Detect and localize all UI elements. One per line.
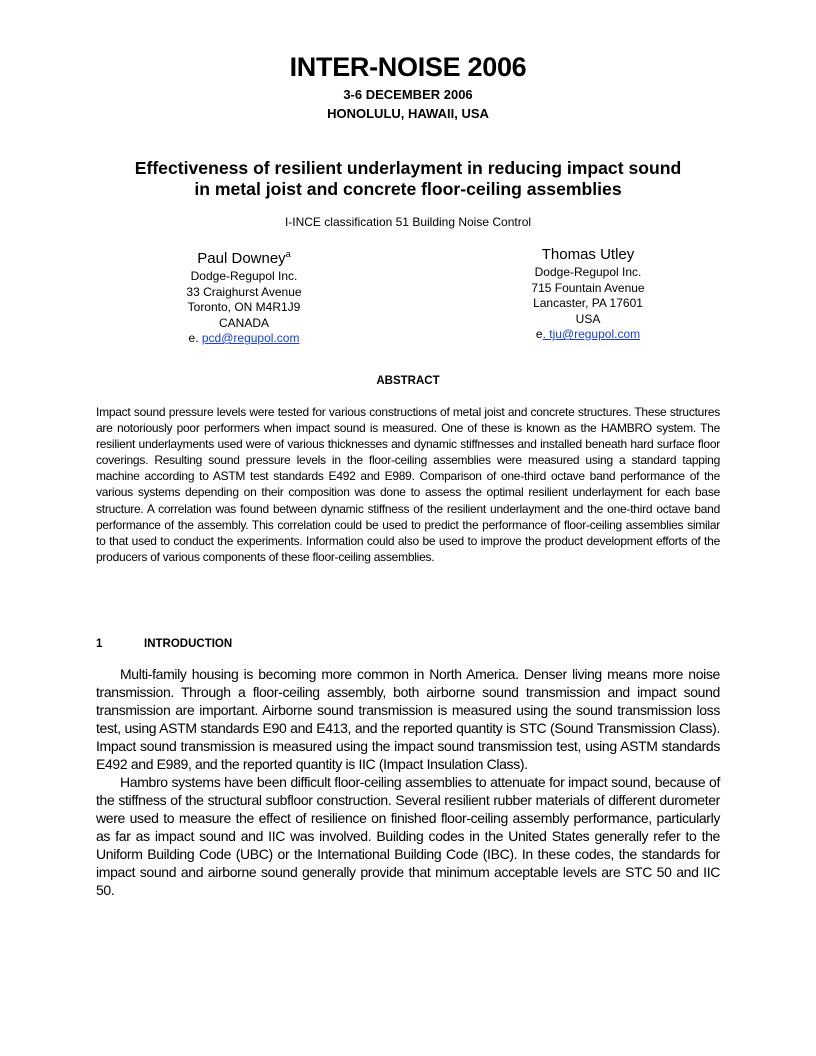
paper-title-line-1: Effectiveness of resilient underlayment in reducing impact sound — [134, 158, 682, 178]
section-heading-introduction — [96, 638, 720, 650]
author-country: CANADA — [218, 315, 269, 330]
section-title: INTRODUCTION — [144, 638, 233, 650]
author-email-line: e. pcd@regupol.com — [188, 331, 300, 345]
author-name: Paul Downey$^a$ — [197, 249, 291, 267]
author-name: Thomas Utley — [541, 246, 635, 263]
author-block-1 — [124, 245, 364, 347]
abstract-heading: ABSTRACT — [376, 375, 440, 387]
author-street: 33 Craighurst Avenue — [186, 284, 302, 299]
author-company: Dodge-Regupol Inc. — [190, 269, 298, 283]
abstract-text: Impact sound pressure levels were tested for various constructions of metal joist and concrete structures. These structures are notoriously poor performers when impact sound is measured. One of these is known as the HAMBRO system. The resilient underlayments used were of various thicknesses and dynamic stiffnesses and installed beneath hard surface floor coverings. Resulting sound pressure levels in the floor-ceiling assemblies were measured using a standard tapping machine according to ASTM test standards E492 and E989. Comparison of one-third octave band performance of the various systems depending on their composition was done to assess the optimal resilient underlayment for each base structure. A correlation was found between dynamic stiffness of the resilient underlayment and the one-third octave band performance of the assembly. This correlation could be used to predict the performance of floor-ceiling assemblies similar to that used to conduct the experiments. Information could also be used to improve the product development efforts of the producers of various components of these floor-ceiling assemblies. — [96, 405, 720, 564]
author-city: Lancaster, PA 17601 — [533, 296, 643, 310]
section-number: 1 — [96, 638, 103, 650]
paragraph: Multi-family housing is becoming more common in North America. Denser living means more noise transmission. Through a floor-ceiling assembly, both airborne sound transmission and impact sound transmission are important. Airborne sound transmission is measured using the sound transmission loss test, using ASTM standards E90 and E413, and the reported quantity is STC (Sound Transmission Class). Impact sound transmission is measured using the impact sound transmission test, using ASTM standards E492 and E989, and the reported quantity is IIC (Impact Insulation Class). — [96, 666, 720, 772]
author-affiliation-mark: a — [285, 249, 291, 259]
conference-title: INTER-NOISE 2006 — [289, 52, 527, 82]
paper-title-line-2: in metal joist and concrete floor-ceiling assemblies — [194, 179, 622, 199]
author-street: 715 Fountain Avenue — [531, 280, 645, 295]
author-email-link[interactable]: pcd@regupol.com — [201, 331, 300, 345]
author-company: Dodge-Regupol Inc. — [534, 265, 642, 279]
author-country: USA — [575, 311, 601, 326]
paper-title — [96, 158, 720, 200]
author-city: Toronto, ON M4R1J9 — [187, 300, 301, 314]
author-email-line: e. tju@regupol.com — [535, 327, 641, 341]
paragraph: Hambro systems have been difficult floor-ceiling assemblies to attenuate for impact sound, because of the stiffness of the structural subfloor construction. Several resilient rubber materials of different durometer were used to measure the effect of resilience on finished floor-ceiling assembly performance, particularly as far as impact sound and IIC was involved. Building codes in the United States generally refer to the Uniform Building Code (UBC) or the International Building Code (IBC). In these codes, the standards for impact sound and airborne sound generally provide that minimum acceptable levels are STC 50 and IIC 50. — [96, 774, 720, 898]
conference-location: HONOLULU, HAWAII, USA — [327, 106, 489, 121]
author-email-link[interactable]: . tju@regupol.com — [542, 327, 641, 341]
introduction-body — [96, 665, 720, 899]
classification: I-INCE classification 51 Building Noise Control — [284, 215, 532, 229]
conference-date: 3-6 DECEMBER 2006 — [343, 87, 473, 102]
author-block-2 — [468, 245, 708, 343]
